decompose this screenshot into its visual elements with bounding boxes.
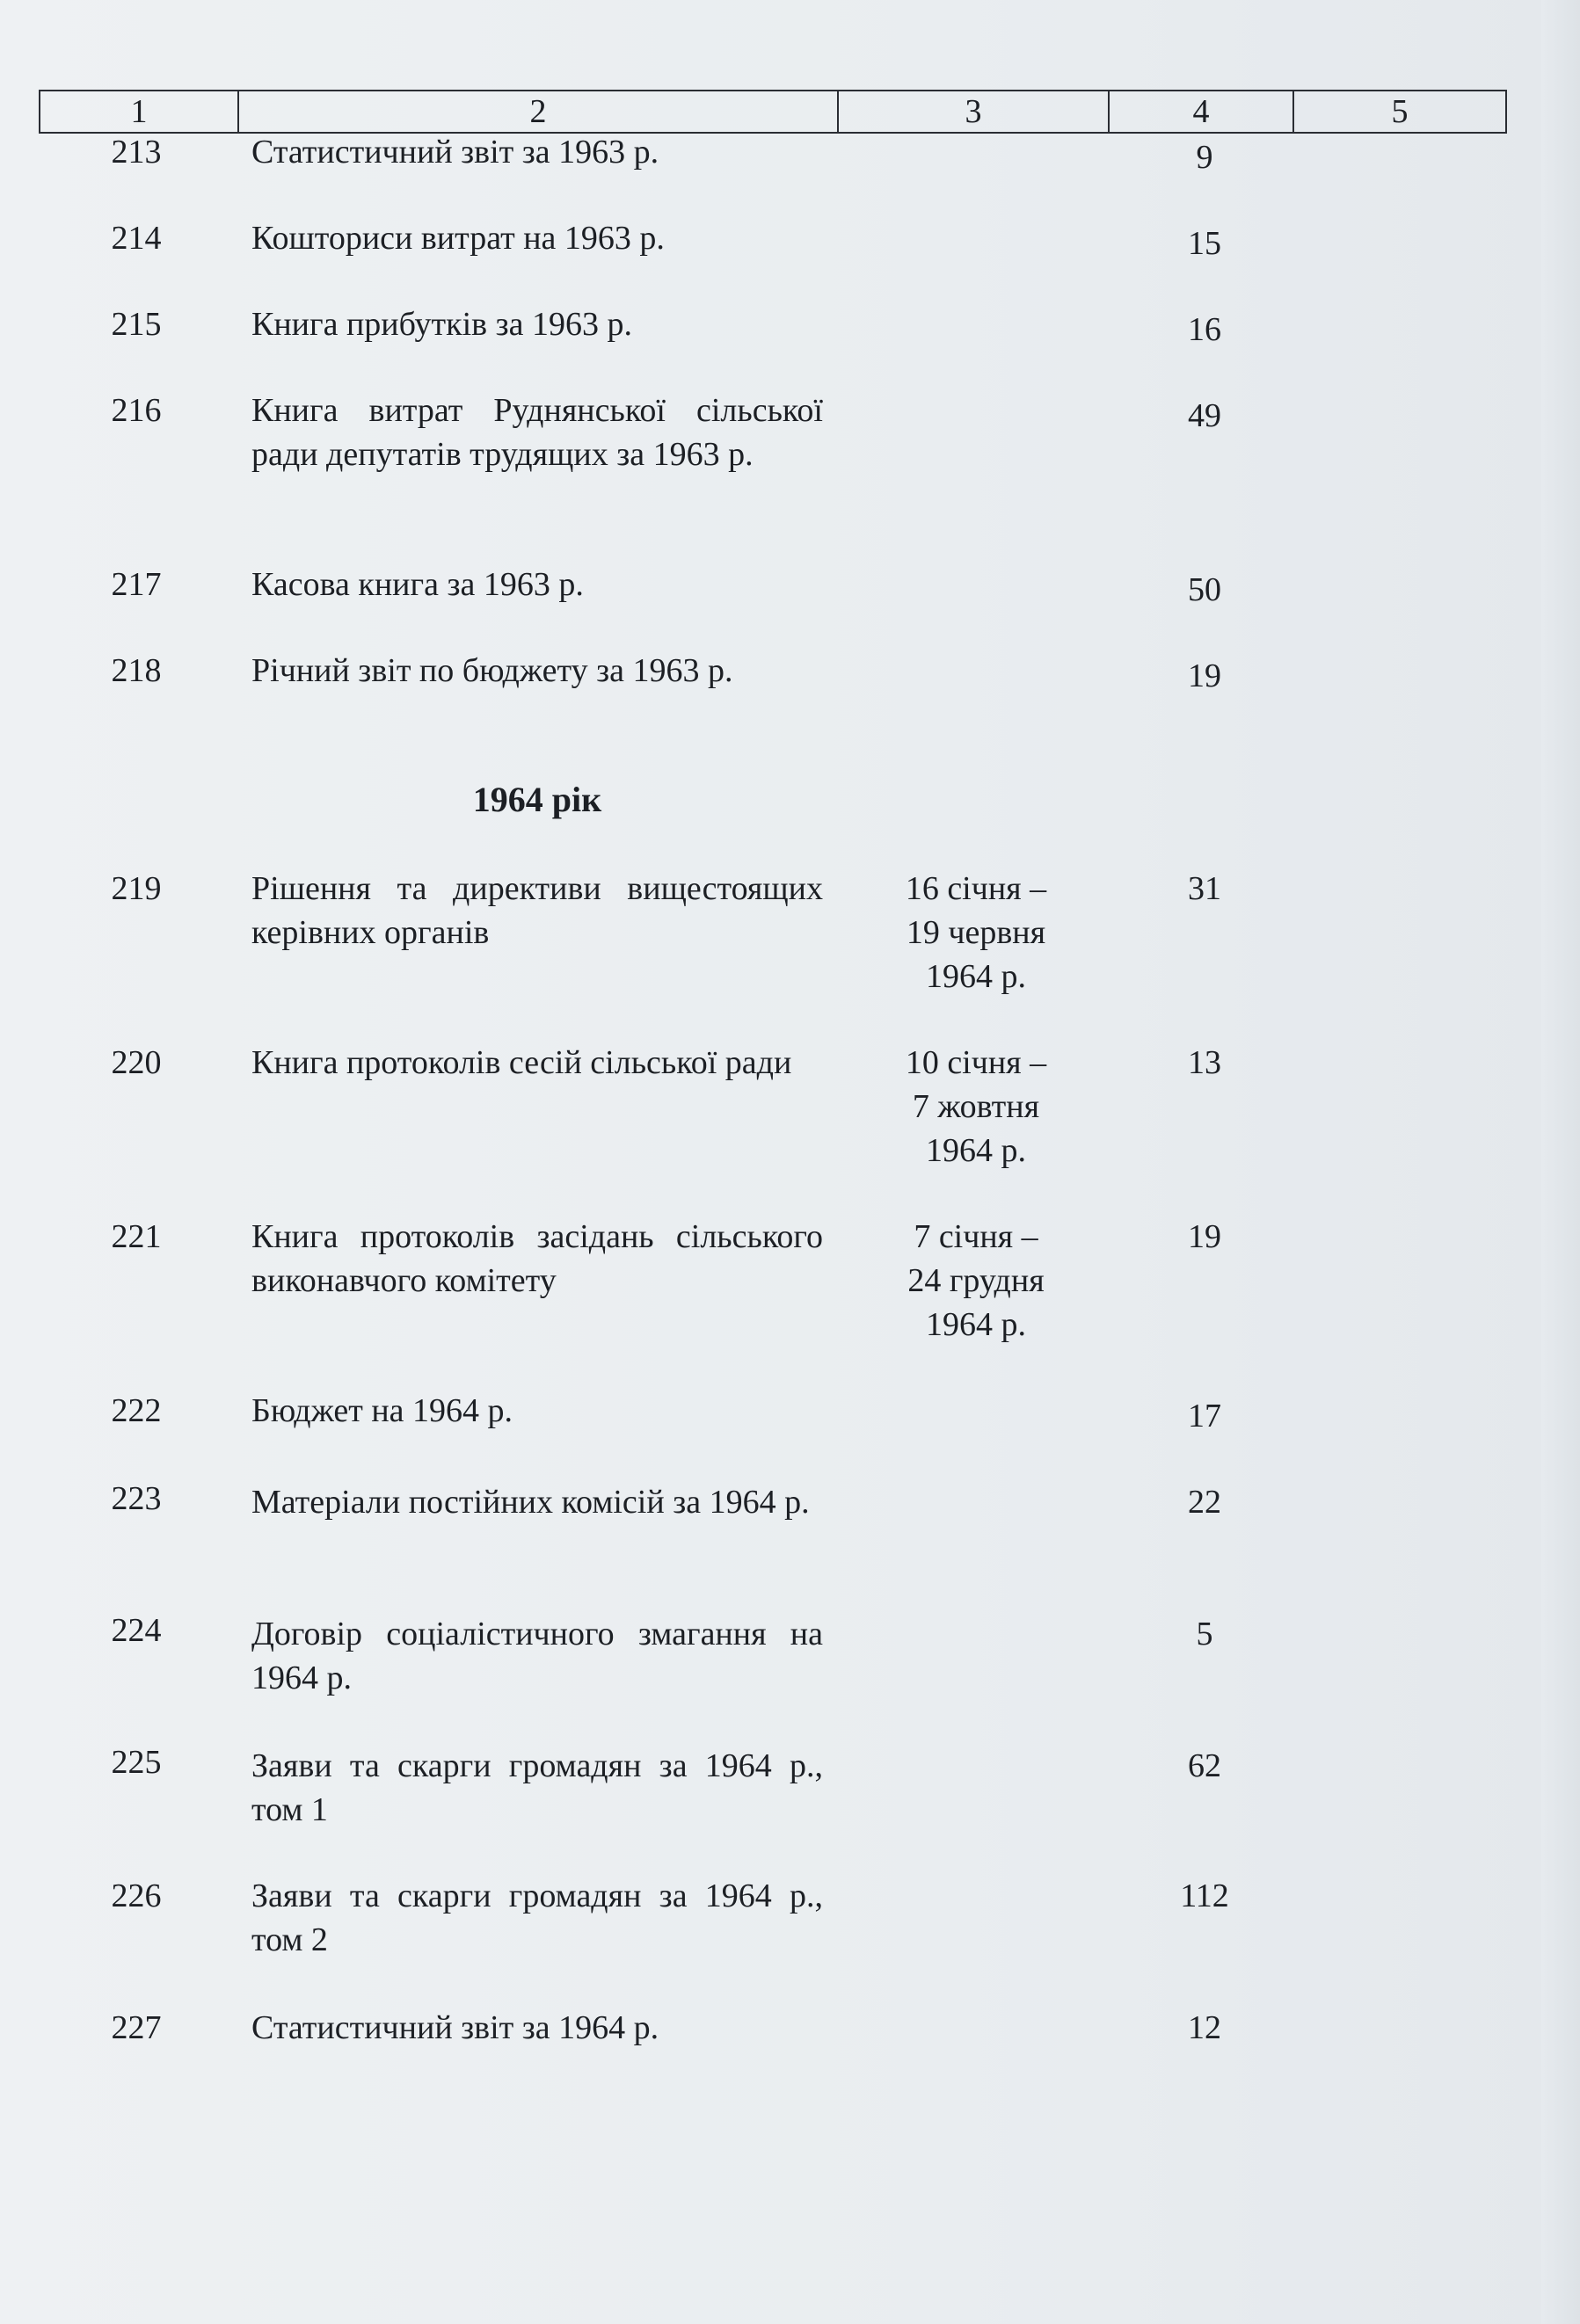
row-number: 222 — [111, 1392, 162, 1429]
row-title: Бюджет на 1964 р. — [251, 1392, 513, 1429]
row-sheets: 12 — [1188, 2009, 1221, 2046]
header-col-1: 1 — [40, 91, 239, 132]
row-number: 221 — [111, 1218, 162, 1255]
row-sheets: 9 — [1196, 139, 1213, 176]
row-number: 220 — [111, 1044, 162, 1081]
header-col-2: 2 — [239, 91, 839, 132]
page-edge — [1541, 0, 1580, 2324]
row-number: 219 — [111, 870, 162, 907]
row-number: 216 — [111, 392, 162, 429]
row-title: Книга протоколів засідань сільського виконавчого комітету — [251, 1218, 823, 1299]
row-sheets: 17 — [1188, 1398, 1221, 1434]
row-title: Заяви та скарги громадян за 1964 р., том 1 — [251, 1747, 823, 1828]
row-dates: 10 січня – 7 жовтня 1964 р. — [905, 1044, 1047, 1169]
row-title: Кошториси витрат на 1963 р. — [251, 220, 665, 257]
row-title: Книга витрат Руднянської сільської ради депутатів трудящих за 1963 р. — [251, 392, 823, 473]
row-number: 227 — [111, 2009, 162, 2046]
row-dates: 7 січня – 24 грудня 1964 р. — [907, 1218, 1045, 1343]
row-number: 224 — [111, 1612, 162, 1649]
row-number: 223 — [111, 1480, 162, 1517]
row-number: 225 — [111, 1744, 162, 1781]
row-title: Договір соціалістичного змагання на 1964 р. — [251, 1616, 823, 1696]
row-title: Заяви та скарги громадян за 1964 р., том 2 — [251, 1877, 823, 1958]
row-sheets: 112 — [1180, 1877, 1229, 1914]
column-header-row — [39, 90, 1507, 134]
row-sheets: 49 — [1188, 397, 1221, 434]
row-sheets: 22 — [1188, 1484, 1221, 1521]
row-title: Статистичний звіт за 1963 р. — [251, 134, 659, 171]
row-sheets: 50 — [1188, 571, 1221, 608]
row-sheets: 19 — [1188, 657, 1221, 694]
row-sheets: 16 — [1188, 311, 1221, 348]
row-number: 213 — [111, 134, 162, 171]
row-dates: 16 січня – 19 червня 1964 р. — [905, 870, 1047, 995]
row-sheets: 31 — [1188, 870, 1221, 907]
header-col-5: 5 — [1391, 93, 1409, 130]
row-sheets: 5 — [1196, 1616, 1213, 1652]
header-col-3: 3 — [839, 91, 1110, 132]
row-title: Річний звіт по бюджету за 1963 р. — [251, 652, 733, 689]
row-sheets: 15 — [1188, 225, 1221, 262]
row-title: Матеріали постійних комісій за 1964 р. — [251, 1484, 810, 1521]
row-title: Рішення та директиви вищестоящих керівних органів — [251, 870, 823, 951]
row-sheets: 19 — [1188, 1218, 1221, 1255]
row-number: 217 — [111, 566, 162, 603]
row-sheets: 13 — [1188, 1044, 1221, 1081]
row-title: Статистичний звіт за 1964 р. — [251, 2009, 659, 2046]
section-heading-1964: 1964 рік — [472, 780, 602, 819]
row-number: 215 — [111, 306, 162, 343]
row-number: 226 — [111, 1877, 162, 1914]
header-col-4: 4 — [1110, 91, 1294, 132]
row-number: 214 — [111, 220, 162, 257]
row-title: Книга прибутків за 1963 р. — [251, 306, 632, 343]
row-title: Касова книга за 1963 р. — [251, 566, 584, 603]
row-sheets: 62 — [1188, 1747, 1221, 1784]
row-title: Книга протоколів сесій сільської ради — [251, 1044, 792, 1081]
row-number: 218 — [111, 652, 162, 689]
